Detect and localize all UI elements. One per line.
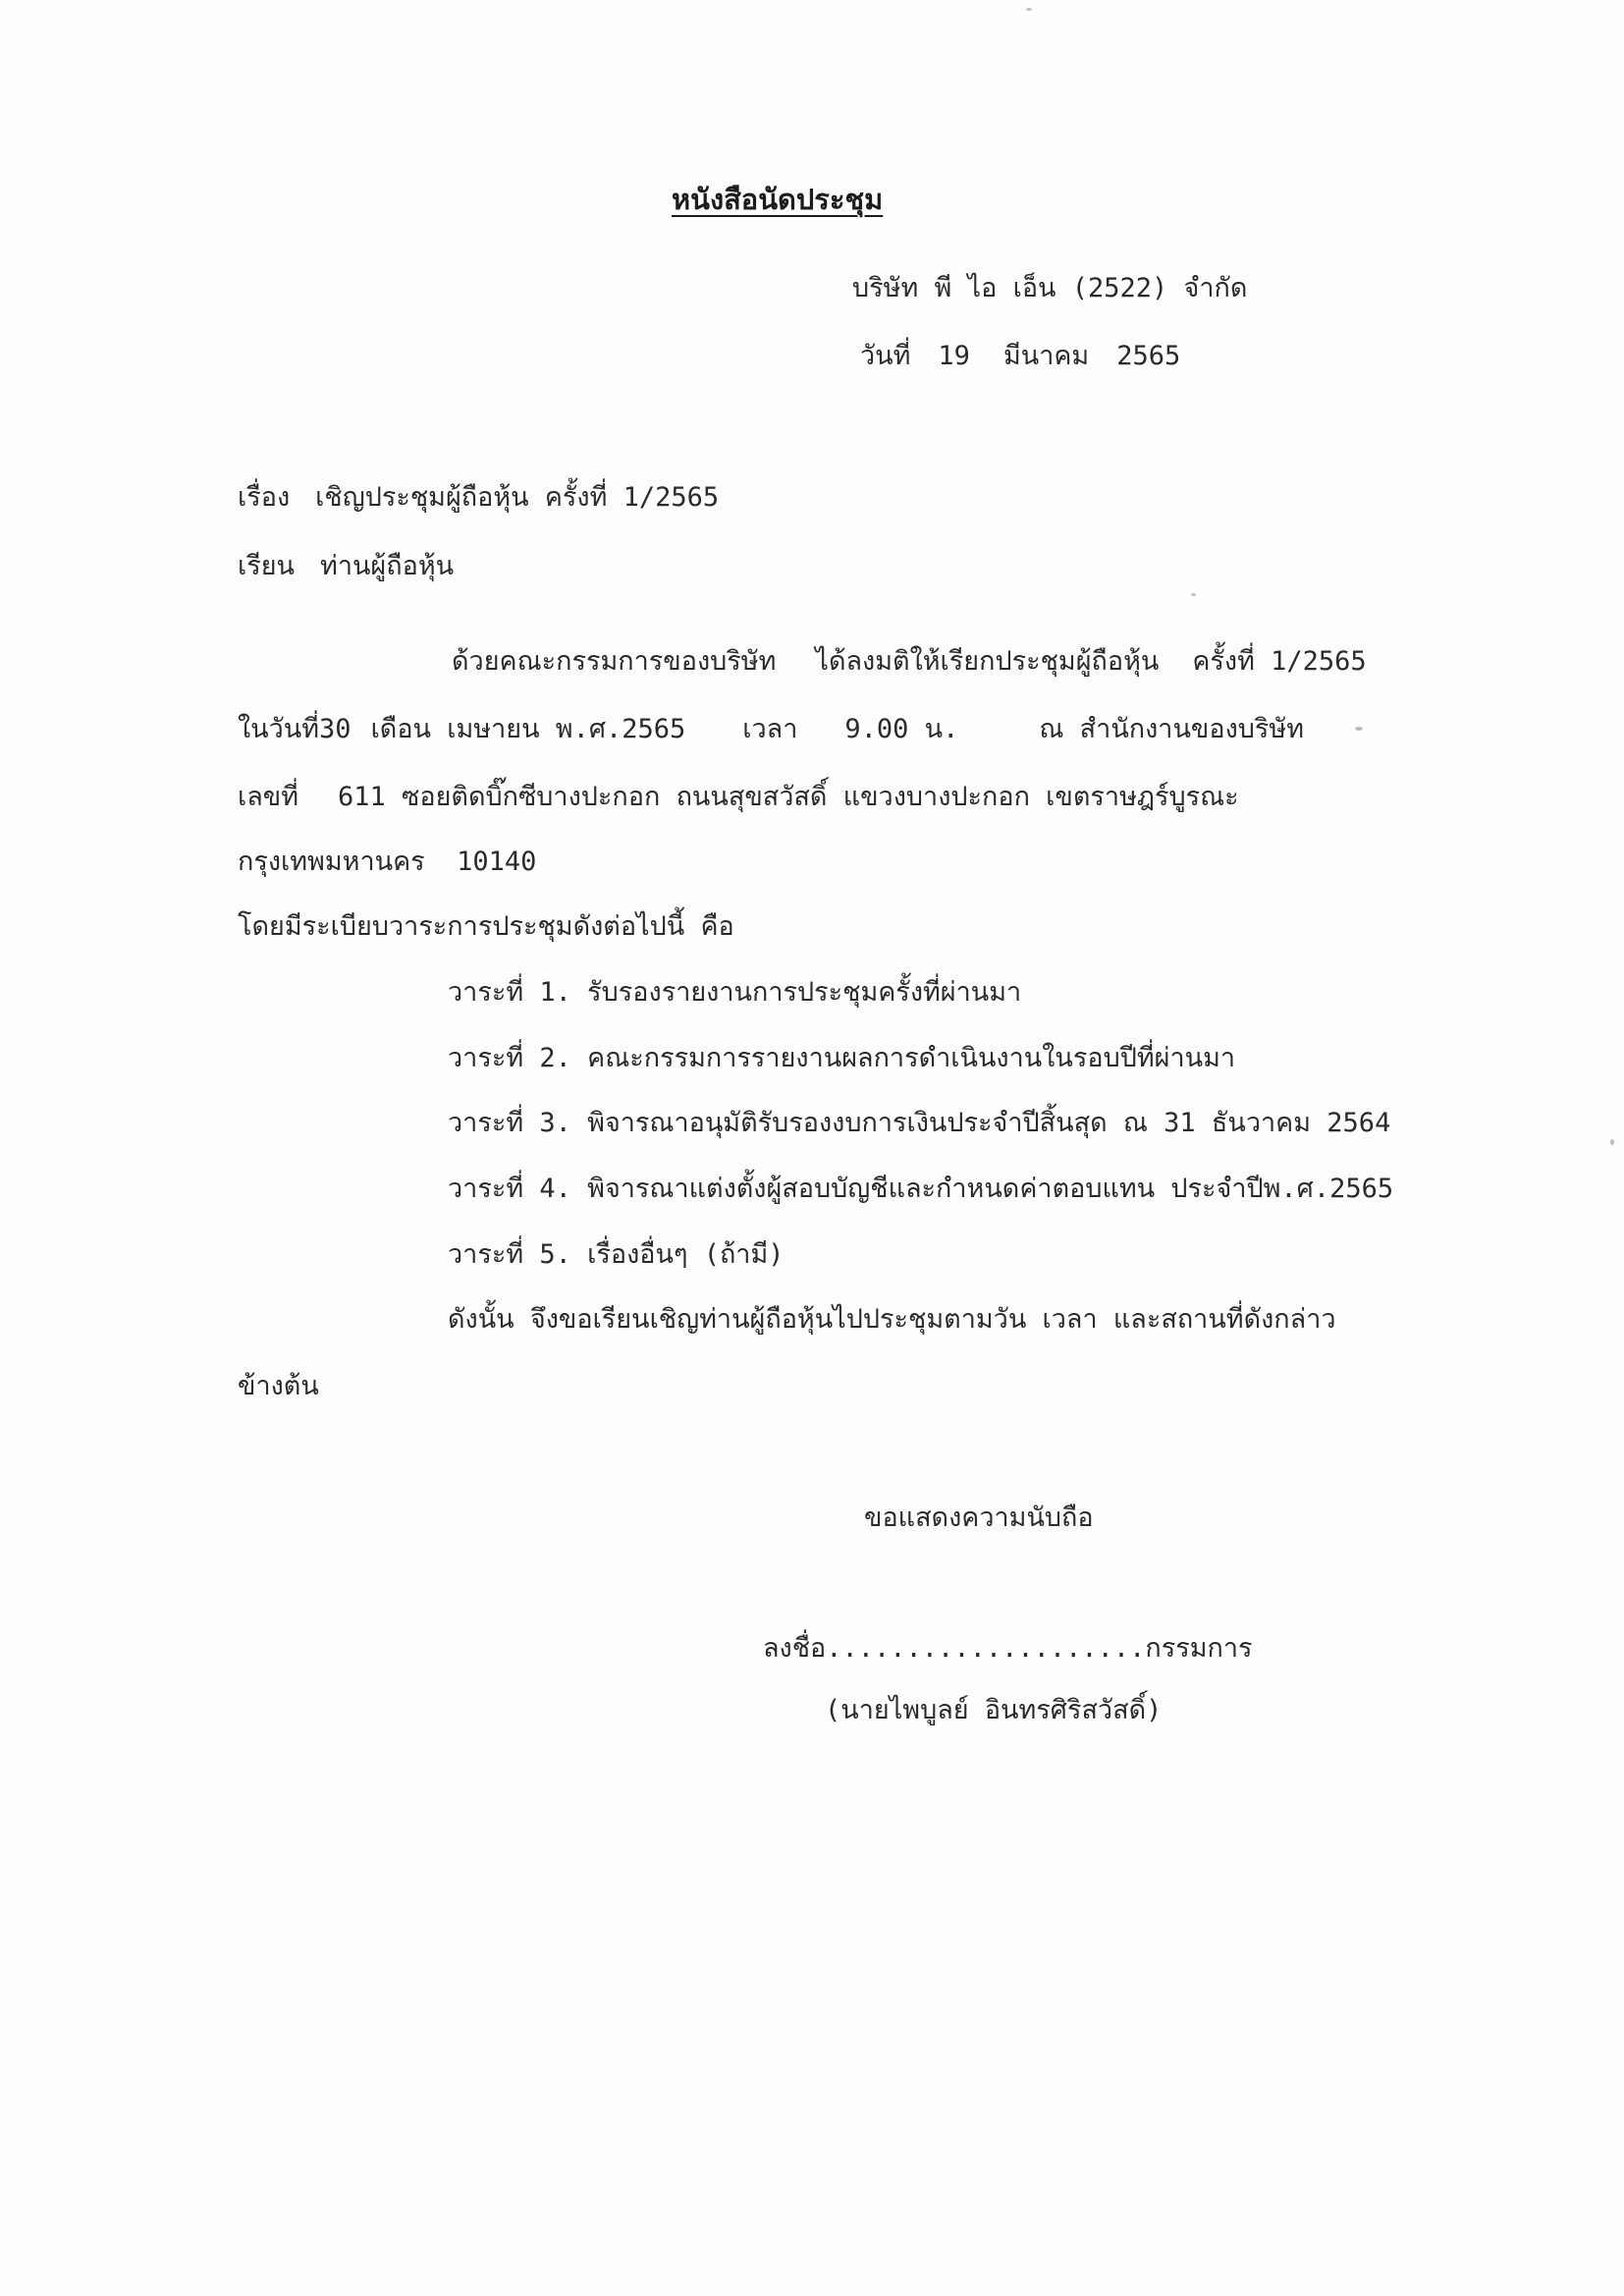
- signature-line: ลงชื่อ....................กรรมการ: [763, 1633, 1253, 1664]
- scan-speck: [1191, 593, 1196, 596]
- body-line-2-part-c: เวลา: [742, 714, 798, 744]
- closing-line-2: ข้างต้น: [238, 1371, 319, 1401]
- agenda-item-2: วาระที่ 2. คณะกรรมการรายงานผลการดำเนินงานในรอบปีที่ผ่านมา: [448, 1043, 1236, 1073]
- body-line-2-part-b: เดือน เมษายน พ.ศ.2565: [370, 714, 686, 744]
- subject-text: เชิญประชุมผู้ถือหุ้น ครั้งที่ 1/2565: [315, 482, 720, 513]
- agenda-item-3: วาระที่ 3. พิจารณาอนุมัติรับรองงบการเงินประจำปีสิ้นสุด ณ 31 ธันวาคม 2564: [448, 1108, 1391, 1138]
- body-line-1: [452, 648, 1367, 675]
- body-line-3: [238, 784, 1239, 810]
- signatory-name: (นายไพบูลย์ อินทรศิริสวัสดิ์): [825, 1695, 1163, 1725]
- body-line-2-part-a: ในวันที่30: [238, 714, 352, 744]
- date-month: มีนาคม: [1002, 341, 1090, 371]
- scan-speck: [1610, 1139, 1614, 1145]
- body-line-3-part-a: เลขที่: [238, 782, 299, 812]
- agenda-item-4: วาระที่ 4. พิจารณาแต่งตั้งผู้สอบบัญชีและกำหนดค่าตอบแทน ประจำปีพ.ศ.2565: [448, 1174, 1394, 1204]
- date-line: [860, 343, 1180, 369]
- body-line-1-part-a: ด้วยคณะกรรมการของบริษัท: [452, 646, 777, 677]
- body-line-2-part-d: 9.00 น.: [844, 714, 959, 744]
- recipient-label: เรียน: [238, 551, 296, 581]
- date-year: 2565: [1116, 341, 1181, 371]
- agenda-intro: โดยมีระเบียบวาระการประชุมดังต่อไปนี้ คือ: [238, 911, 734, 942]
- agenda-item-5: วาระที่ 5. เรื่องอื่นๆ (ถ้ามี): [448, 1239, 785, 1270]
- subject-label: เรื่อง: [238, 482, 291, 513]
- body-line-1-part-c: ครั้งที่ 1/2565: [1192, 646, 1367, 677]
- document-title: หนังสือนัดประชุม: [672, 183, 884, 216]
- subject-line: [238, 484, 719, 511]
- body-line-1-part-b: ได้ลงมติให้เรียกประชุมผู้ถือหุ้น: [815, 646, 1160, 677]
- agenda-item-1: วาระที่ 1. รับรองรายงานการประชุมครั้งที่ผ่านมา: [448, 977, 1022, 1008]
- body-line-2-part-e: ณ สำนักงานของบริษัท: [1039, 714, 1305, 744]
- body-line-2: [238, 716, 1304, 742]
- body-line-3-part-b: 611 ซอยติดบิ๊กซีบางปะกอก ถนนสุขสวัสดิ์ แขวงบางปะกอก เขตราษฎร์บูรณะ: [338, 782, 1239, 812]
- closing-line-1: ดังนั้น จึงขอเรียนเชิญท่านผู้ถือหุ้นไปประชุมตามวัน เวลา และสถานที่ดังกล่าว: [448, 1304, 1336, 1335]
- date-label: วันที่: [860, 341, 911, 371]
- scan-speck: [1355, 727, 1363, 731]
- body-line-4: กรุงเทพมหานคร 10140: [238, 847, 537, 877]
- recipient-line: [238, 553, 454, 579]
- scan-speck: [1026, 8, 1032, 11]
- regards: ขอแสดงความนับถือ: [864, 1503, 1094, 1533]
- company-name: บริษัท พี ไอ เอ็น (2522) จำกัด: [852, 273, 1248, 303]
- recipient-text: ท่านผู้ถือหุ้น: [320, 551, 455, 581]
- date-day: 19: [938, 341, 970, 371]
